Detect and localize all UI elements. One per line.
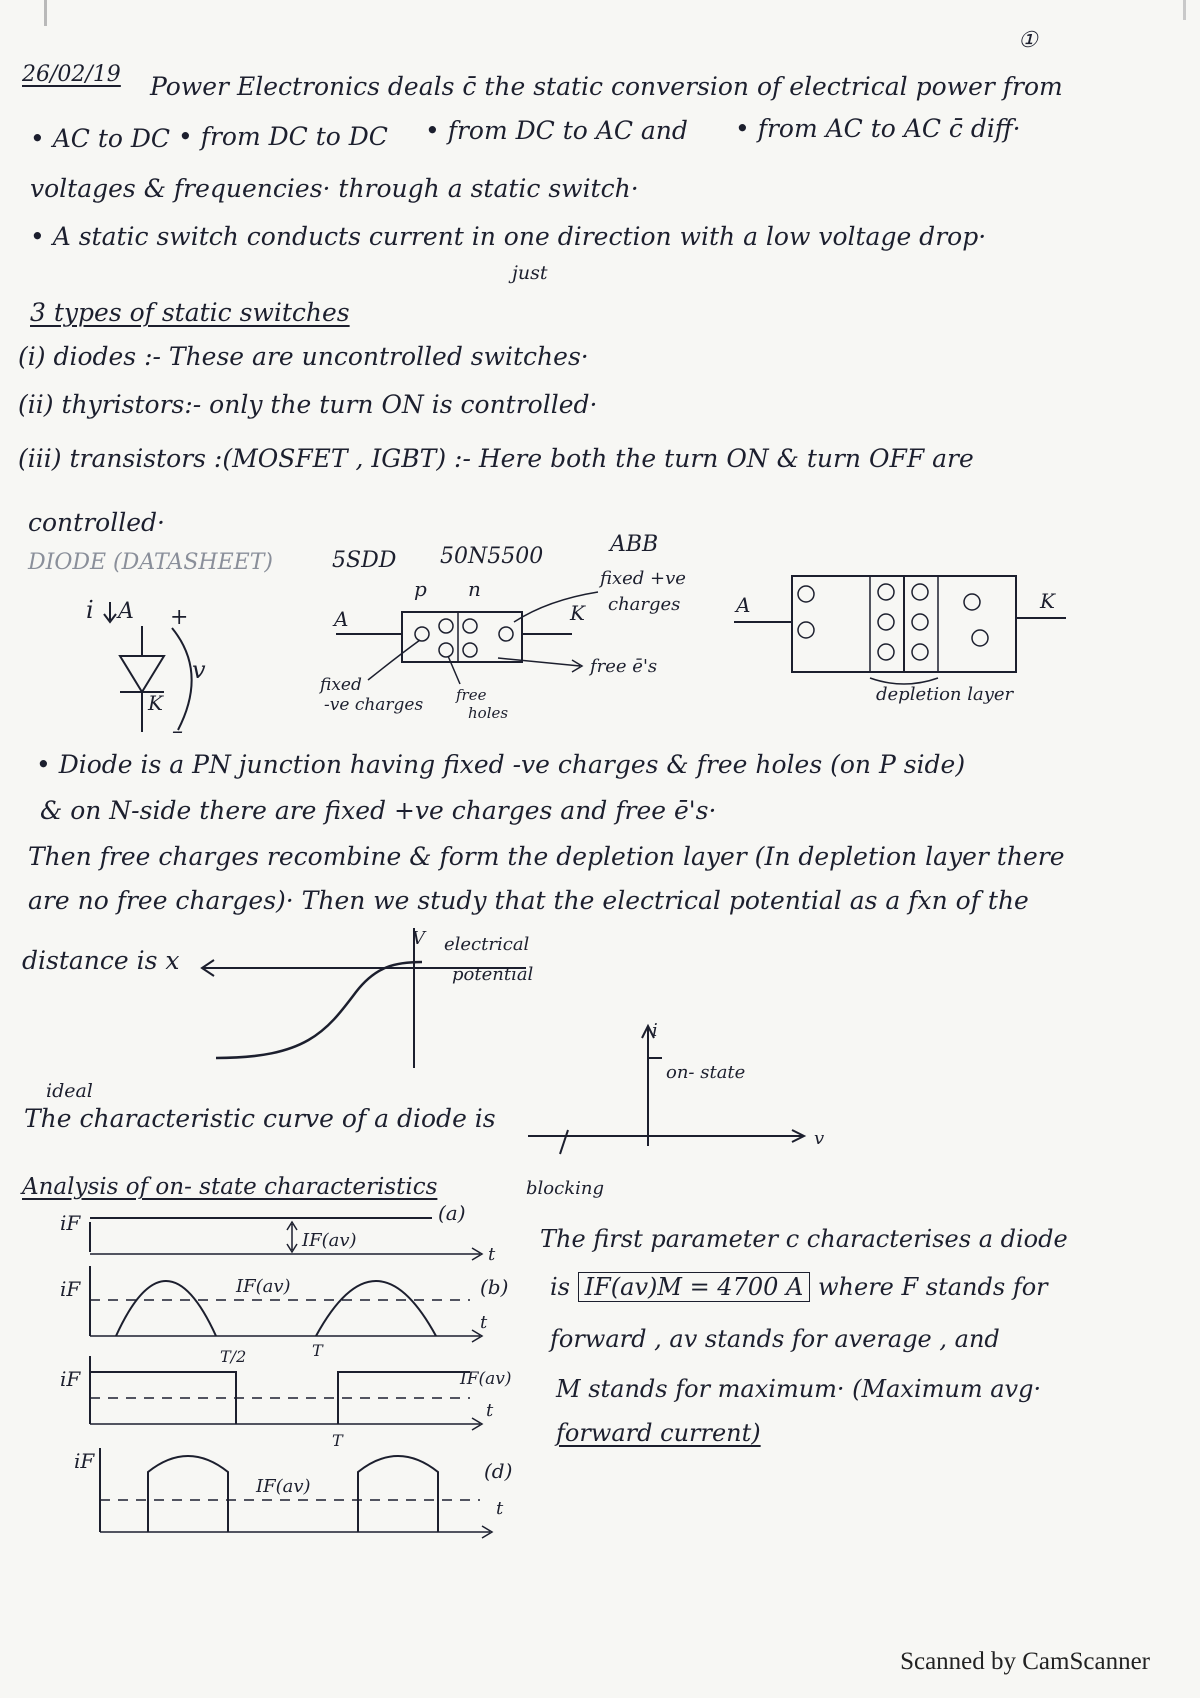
- waveform-d-pulse-2: [358, 1456, 438, 1532]
- n-label: n: [468, 577, 481, 601]
- explanation-line-3: Then free charges recombine & form the depletion layer (In depletion layer there: [28, 842, 1065, 871]
- waveform-b-pulse-1: [116, 1281, 216, 1336]
- free-holes-label: free: [456, 686, 487, 704]
- diode-symbol-figure: [80, 592, 240, 742]
- parameter-where: where F stands for: [818, 1273, 1048, 1301]
- p-label: p: [414, 577, 427, 601]
- blocking-label: blocking: [526, 1178, 604, 1199]
- potential-label-1: electrical: [444, 934, 530, 955]
- date: 26/02/19: [22, 62, 121, 87]
- parameter-line-5: forward current): [556, 1419, 761, 1447]
- ideal-v-label: v: [814, 1128, 825, 1149]
- waveform-b-ifav: IF(av): [236, 1276, 291, 1297]
- bullet-dc-ac: • from DC to AC and: [425, 116, 688, 145]
- parameter-line-1: The first parameter c characterises a diode: [540, 1225, 1068, 1253]
- waveform-b-pulse-2: [316, 1281, 436, 1336]
- intro-line-1: Power Electronics deals c̄ the static conversion of electrical power from: [150, 72, 1063, 101]
- current-arrow-icon: [104, 602, 116, 622]
- waveform-c-period: T: [332, 1431, 343, 1450]
- free-electrons-label: free ē's: [590, 656, 658, 677]
- diode-brand: ABB: [610, 532, 659, 557]
- switch-types-heading: 3 types of static switches: [30, 298, 350, 327]
- parameter-boxed-rating: IF(av)M = 4700 A: [578, 1272, 811, 1302]
- diode-triangle-icon: [120, 656, 164, 692]
- waveform-d-t: t: [496, 1498, 504, 1519]
- free-electron-arrow-icon: [498, 658, 582, 672]
- diode-part-2: 50N5500: [440, 544, 544, 569]
- waveform-d-pulse-1: [148, 1456, 228, 1532]
- switch-transistors: (iii) transistors :(MOSFET , IGBT) :- Here both the turn ON & turn OFF are: [18, 444, 974, 473]
- waveform-a-ifav: IF(av): [302, 1230, 357, 1251]
- analysis-heading: Analysis of on- state characteristics: [22, 1174, 438, 1200]
- on-state-label: on- state: [666, 1062, 746, 1083]
- characteristic-text: The characteristic curve of a diode is: [24, 1104, 496, 1133]
- bullet-dc-dc: • from DC to DC: [178, 122, 388, 151]
- waveform-figure: [60, 1196, 530, 1606]
- fixed-pos-label-2: charges: [608, 594, 681, 615]
- waveform-d-tag: (d): [484, 1459, 513, 1483]
- intro-line-4: • A static switch conducts current in one direction with a low voltage drop·: [30, 222, 987, 251]
- ideal-i-label: i: [652, 1020, 658, 1041]
- fixed-neg-label-2: -ve charges: [324, 695, 424, 715]
- waveform-c-label: iF: [60, 1367, 81, 1391]
- potential-curve: [216, 962, 422, 1058]
- switch-diodes: (i) diodes :- These are uncontrolled switches·: [18, 342, 589, 371]
- intro-insert: just: [512, 262, 548, 284]
- waveform-b-t: t: [480, 1312, 488, 1333]
- potential-figure: [196, 922, 576, 1072]
- parameter-line-3: forward , av stands for average , and: [550, 1325, 1000, 1353]
- depletion-layer-figure: [726, 568, 1076, 718]
- waveform-a-tag: (a): [438, 1201, 466, 1225]
- waveform-d-ifav: IF(av): [256, 1476, 311, 1497]
- explanation-line-2: & on N-side there are fixed +ve charges and free ē's·: [40, 796, 717, 825]
- diode-current-label: i: [86, 596, 94, 624]
- pn-cathode-label: K: [570, 601, 585, 625]
- diode-minus-label: –: [172, 719, 183, 744]
- free-holes-label-2: holes: [468, 704, 509, 722]
- diode-cathode-label: K: [148, 691, 163, 715]
- depletion-anode-label: A: [736, 593, 751, 617]
- fixed-pos-label: fixed +ve: [600, 568, 686, 589]
- ideal-label: ideal: [46, 1080, 93, 1102]
- ideal-characteristic-figure: [524, 1018, 844, 1198]
- waveform-d-label: iF: [74, 1449, 95, 1473]
- switch-thyristors: (ii) thyristors:- only the turn ON is controlled·: [18, 390, 598, 419]
- waveform-b-half-period: T/2: [220, 1347, 247, 1366]
- waveform-b-period: T: [312, 1341, 323, 1360]
- waveform-a-label: iF: [60, 1211, 81, 1235]
- waveform-a-t: t: [488, 1244, 496, 1265]
- diode-datasheet-heading: DIODE (DATASHEET): [28, 550, 273, 575]
- explanation-line-5: distance is x: [22, 946, 180, 975]
- pn-anode-label: A: [334, 607, 349, 631]
- scanner-watermark: Scanned by CamScanner: [900, 1648, 1150, 1675]
- waveform-c-t: t: [486, 1400, 494, 1421]
- depletion-layer-label: depletion layer: [876, 684, 1014, 705]
- bullet-ac-ac: • from AC to AC c̄ diff·: [735, 114, 1021, 143]
- waveform-b-label: iF: [60, 1277, 81, 1301]
- diode-plus-label: +: [170, 605, 189, 630]
- diode-part-1: 5SDD: [332, 548, 397, 573]
- page-number: ①: [1018, 28, 1038, 53]
- waveform-c-ifav: IF(av): [460, 1369, 512, 1389]
- depletion-cathode-label: K: [1040, 589, 1055, 613]
- diode-voltage-label: v: [192, 656, 206, 684]
- pn-junction-figure: [318, 560, 738, 730]
- parameter-is: is: [550, 1273, 570, 1301]
- potential-label-2: potential: [452, 964, 534, 985]
- potential-axis-label: V: [412, 928, 425, 949]
- switch-continuation: controlled·: [28, 508, 165, 537]
- margin-line: [44, 0, 47, 26]
- parameter-line-2: [550, 1272, 1048, 1302]
- bullet-ac-dc: • AC to DC: [30, 124, 171, 153]
- explanation-line-1: • Diode is a PN junction having fixed -ve charges & free holes (on P side): [36, 750, 966, 779]
- corner-mark: [1183, 0, 1186, 20]
- diode-anode-label: A: [118, 599, 134, 624]
- parameter-line-4: M stands for maximum· (Maximum avg·: [556, 1375, 1042, 1403]
- waveform-b-tag: (b): [480, 1275, 509, 1299]
- explanation-line-4: are no free charges)· Then we study that the electrical potential as a fxn of the: [28, 886, 1029, 915]
- intro-line-3: voltages & frequencies· through a static switch·: [30, 174, 639, 203]
- fixed-neg-label: fixed: [320, 675, 362, 695]
